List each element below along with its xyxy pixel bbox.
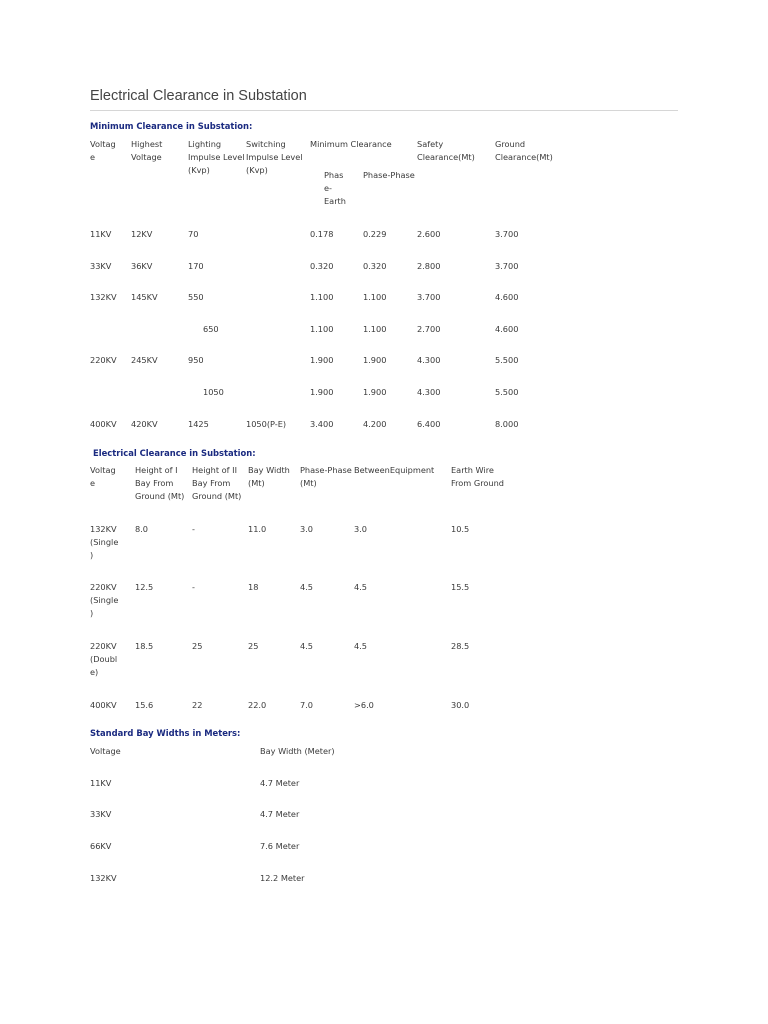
- s1-cell-pe: 1.900: [310, 355, 334, 365]
- s2-header-between-equipment: BetweenEquipment: [354, 465, 435, 475]
- s1-cell-pe: 0.320: [310, 261, 334, 271]
- s1-header-voltage: Voltag e: [90, 139, 116, 162]
- s2-cell-voltage: 220KV (Single ): [90, 582, 119, 618]
- s1-cell-pe: 3.400: [310, 419, 334, 429]
- s3-cell-voltage: 66KV: [90, 841, 112, 851]
- s2-header-height-bay-1: Height of I Bay From Ground (Mt): [135, 465, 185, 501]
- s1-header-ground-clearance: Ground Clearance(Mt): [495, 139, 553, 162]
- s1-header-phase-phase: Phase-Phase: [363, 170, 415, 180]
- s1-cell-pe: 0.178: [310, 229, 334, 239]
- s2-cell-pp: 4.5: [300, 582, 314, 592]
- s2-cell-pp: 4.5: [300, 641, 314, 651]
- s1-cell-safety: 4.300: [417, 355, 441, 365]
- s3-header-bay-width: Bay Width (Meter): [260, 746, 335, 756]
- s1-cell-highest: 245KV: [131, 355, 158, 365]
- s2-cell-be: 4.5: [354, 641, 368, 651]
- s1-cell-ground: 5.500: [495, 387, 519, 397]
- s2-cell-h2: 22: [192, 700, 203, 710]
- s1-cell-ground: 3.700: [495, 261, 519, 271]
- s1-cell-voltage: 400KV: [90, 419, 117, 429]
- s1-cell-pp: 1.900: [363, 355, 387, 365]
- s3-cell-voltage: 132KV: [90, 873, 117, 883]
- s1-cell-lighting: 950: [188, 355, 204, 365]
- s3-cell-voltage: 11KV: [90, 778, 112, 788]
- s2-cell-bay: 11.0: [248, 524, 267, 534]
- s1-cell-pe: 1.900: [310, 387, 334, 397]
- s2-cell-bay: 22.0: [248, 700, 267, 710]
- s2-cell-voltage: 220KV (Doubl e): [90, 641, 118, 677]
- s2-cell-voltage: 132KV (Single ): [90, 524, 119, 560]
- s1-cell-pp: 0.320: [363, 261, 387, 271]
- s2-cell-h2: -: [192, 524, 195, 534]
- s2-cell-h2: 25: [192, 641, 203, 651]
- s3-cell-bay-width: 4.7 Meter: [260, 778, 300, 788]
- s1-cell-lighting: 650: [203, 324, 219, 334]
- page-title: Electrical Clearance in Substation: [90, 88, 307, 104]
- s2-cell-bay: 18: [248, 582, 259, 592]
- s1-header-minimum-clearance: Minimum Clearance: [310, 139, 392, 149]
- s1-cell-pe: 1.100: [310, 324, 334, 334]
- s1-cell-voltage: 11KV: [90, 229, 112, 239]
- s2-cell-be: 4.5: [354, 582, 368, 592]
- s2-cell-pp: 7.0: [300, 700, 314, 710]
- s1-cell-safety: 2.800: [417, 261, 441, 271]
- section1-title: Minimum Clearance in Substation:: [90, 121, 253, 131]
- s2-header-voltage: Voltag e: [90, 465, 116, 488]
- s2-cell-h1: 8.0: [135, 524, 149, 534]
- s1-cell-highest: 36KV: [131, 261, 153, 271]
- s1-cell-lighting: 1050: [203, 387, 224, 397]
- s2-header-bay-width: Bay Width (Mt): [248, 465, 290, 488]
- s1-header-lighting-impulse: Lighting Impulse Level (Kvp): [188, 139, 245, 175]
- s2-cell-h1: 18.5: [135, 641, 154, 651]
- s2-cell-h1: 12.5: [135, 582, 154, 592]
- s2-cell-ew: 28.5: [451, 641, 470, 651]
- s2-cell-ew: 10.5: [451, 524, 470, 534]
- s1-header-highest-voltage: Highest Voltage: [131, 139, 163, 162]
- s2-cell-bay: 25: [248, 641, 259, 651]
- s1-cell-pp: 4.200: [363, 419, 387, 429]
- s2-header-phase-phase: Phase-Phase (Mt): [300, 465, 352, 488]
- s1-cell-pp: 1.100: [363, 292, 387, 302]
- s1-cell-pp: 0.229: [363, 229, 387, 239]
- section2-title: Electrical Clearance in Substation:: [93, 448, 256, 458]
- s2-cell-be: 3.0: [354, 524, 368, 534]
- s1-cell-lighting: 70: [188, 229, 199, 239]
- s2-cell-voltage: 400KV: [90, 700, 117, 710]
- s1-header-switching-impulse: Switching Impulse Level (Kvp): [246, 139, 303, 175]
- s3-cell-bay-width: 7.6 Meter: [260, 841, 300, 851]
- s2-cell-ew: 30.0: [451, 700, 470, 710]
- s2-cell-be: >6.0: [354, 700, 374, 710]
- s1-cell-switching: 1050(P-E): [246, 419, 287, 429]
- s3-cell-bay-width: 4.7 Meter: [260, 809, 300, 819]
- s1-cell-voltage: 132KV: [90, 292, 117, 302]
- s1-cell-ground: 8.000: [495, 419, 519, 429]
- s1-cell-ground: 4.600: [495, 324, 519, 334]
- s1-cell-voltage: 220KV: [90, 355, 117, 365]
- s1-cell-pe: 1.100: [310, 292, 334, 302]
- s1-cell-safety: 6.400: [417, 419, 441, 429]
- title-divider: [90, 110, 678, 111]
- s2-cell-pp: 3.0: [300, 524, 314, 534]
- s1-cell-safety: 3.700: [417, 292, 441, 302]
- s1-cell-ground: 3.700: [495, 229, 519, 239]
- s1-cell-lighting: 170: [188, 261, 204, 271]
- s1-header-phase-earth: Phas e- Earth: [324, 170, 346, 206]
- s1-cell-safety: 4.300: [417, 387, 441, 397]
- s1-cell-ground: 4.600: [495, 292, 519, 302]
- s2-cell-h2: -: [192, 582, 195, 592]
- section3-title: Standard Bay Widths in Meters:: [90, 728, 241, 738]
- s1-cell-pp: 1.900: [363, 387, 387, 397]
- s2-header-height-bay-2: Height of II Bay From Ground (Mt): [192, 465, 242, 501]
- s1-cell-lighting: 550: [188, 292, 204, 302]
- s2-cell-ew: 15.5: [451, 582, 470, 592]
- s3-header-voltage: Voltage: [90, 746, 121, 756]
- s2-cell-h1: 15.6: [135, 700, 154, 710]
- s1-cell-highest: 145KV: [131, 292, 158, 302]
- s1-header-safety-clearance: Safety Clearance(Mt): [417, 139, 475, 162]
- s2-header-earth-wire: Earth Wire From Ground: [451, 465, 505, 488]
- s1-cell-pp: 1.100: [363, 324, 387, 334]
- s1-cell-ground: 5.500: [495, 355, 519, 365]
- s3-cell-bay-width: 12.2 Meter: [260, 873, 305, 883]
- s1-cell-lighting: 1425: [188, 419, 209, 429]
- s1-cell-safety: 2.600: [417, 229, 441, 239]
- s1-cell-voltage: 33KV: [90, 261, 112, 271]
- s1-cell-highest: 420KV: [131, 419, 158, 429]
- s1-cell-highest: 12KV: [131, 229, 153, 239]
- s1-cell-safety: 2.700: [417, 324, 441, 334]
- s3-cell-voltage: 33KV: [90, 809, 112, 819]
